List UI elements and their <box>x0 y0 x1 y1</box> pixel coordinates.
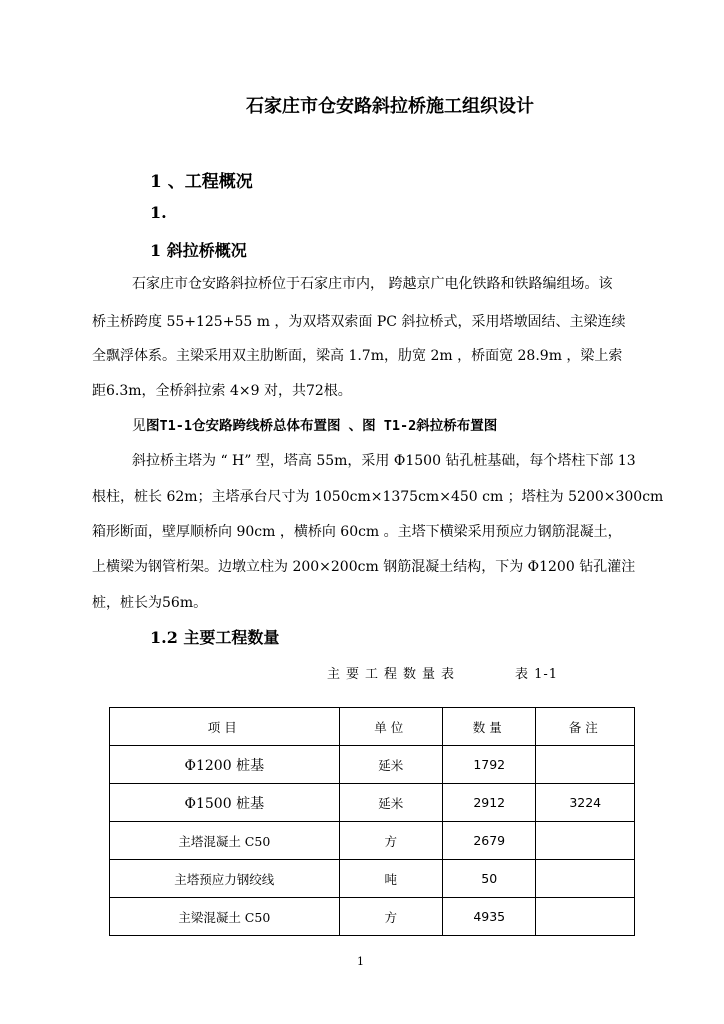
header-item: 项目 <box>110 708 340 746</box>
header-quantity: 数量 <box>442 708 536 746</box>
cell-quantity: 50 <box>442 860 536 898</box>
header-remark: 备注 <box>536 708 635 746</box>
figure-reference <box>132 414 497 435</box>
section-heading-1-sub: 1. <box>150 203 167 222</box>
cell-remark <box>536 746 635 784</box>
table-header-row <box>110 708 635 746</box>
paragraph-line: 距6.3m，全桥斜拉索 4×9 对，共72根。 <box>92 383 352 399</box>
header-unit: 单位 <box>339 708 442 746</box>
paragraph-line: 石家庄市仓安路斜拉桥位于石家庄市内， 跨越京广电化铁路和铁路编组场。该 <box>132 276 613 292</box>
table-row <box>110 746 635 784</box>
cell-unit: 方 <box>339 898 442 936</box>
figure-reference-prefix: 见 <box>132 418 146 434</box>
cell-quantity: 2679 <box>442 822 536 860</box>
paragraph-line: 箱形断面，壁厚顺桥向 90cm ，横桥向 60cm 。主塔下横梁采用预应力钢筋混凝土， <box>92 524 622 540</box>
paragraph-line: 上横梁为钢管桁架。边墩立柱为 200×200cm 钢筋混凝土结构，下为 Φ1200 钻孔灌注 <box>92 559 636 575</box>
cell-remark <box>536 860 635 898</box>
table-row <box>110 784 635 822</box>
cell-remark: 3224 <box>536 784 635 822</box>
cell-unit: 延米 <box>339 746 442 784</box>
section-heading-1: 1 、工程概况 <box>150 172 253 192</box>
cell-item: 主梁混凝土 C50 <box>110 898 340 936</box>
paragraph-line: 根柱，桩长 62m；主塔承台尺寸为 1050cm×1375cm×450 cm ；塔柱为 5200×300cm <box>92 489 664 505</box>
table-number: 表 1-1 <box>515 667 559 682</box>
cell-unit: 方 <box>339 822 442 860</box>
quantity-table <box>109 707 635 936</box>
cell-item: Φ1500 桩基 <box>110 784 340 822</box>
cell-unit: 延米 <box>339 784 442 822</box>
paragraph-line: 桩，桩长为56m。 <box>92 595 208 611</box>
table-row <box>110 822 635 860</box>
cell-item: 主塔混凝土 C50 <box>110 822 340 860</box>
cell-item: Φ1200 桩基 <box>110 746 340 784</box>
table-caption: 主要工程数量表 <box>327 667 461 682</box>
page-number: 1 <box>357 955 364 968</box>
section-heading-1-1: 1 斜拉桥概况 <box>150 241 247 260</box>
paragraph-line: 斜拉桥主塔为 “ H” 型，塔高 55m，采用 Φ1500 钻孔桩基础，每个塔柱下部 13 <box>132 453 636 469</box>
cell-remark <box>536 822 635 860</box>
cell-item: 主塔预应力钢绞线 <box>110 860 340 898</box>
cell-unit: 吨 <box>339 860 442 898</box>
figure-reference-links: 图T1-1仓安路跨线桥总体布置图 、图 T1-2斜拉桥布置图 <box>146 418 498 434</box>
section-heading-1-2: 1.2 主要工程数量 <box>150 628 280 647</box>
cell-quantity: 4935 <box>442 898 536 936</box>
cell-quantity: 2912 <box>442 784 536 822</box>
cell-quantity: 1792 <box>442 746 536 784</box>
table-row <box>110 860 635 898</box>
table-row <box>110 898 635 936</box>
document-title: 石家庄市仓安路斜拉桥施工组织设计 <box>246 96 534 117</box>
cell-remark <box>536 898 635 936</box>
paragraph-line: 桥主桥跨度 55+125+55 m ，为双塔双索面 PC 斜拉桥式，采用塔墩固结、主梁连续 <box>92 314 626 330</box>
paragraph-line: 全飘浮体系。主梁采用双主肋断面，梁高 1.7m，肋宽 2m ，桥面宽 28.9m ，梁上索 <box>92 348 623 364</box>
